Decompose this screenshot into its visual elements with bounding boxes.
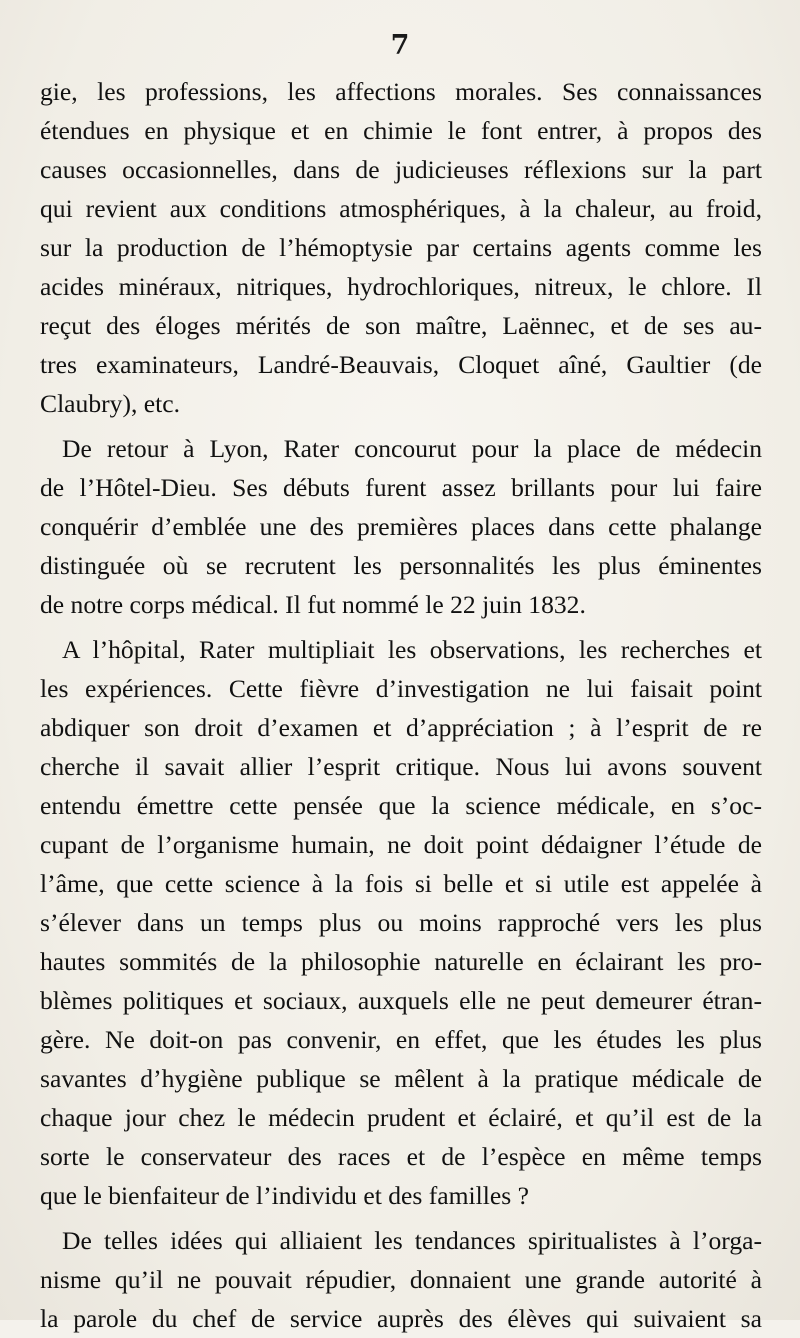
text-line: sorte le conservateur des races et de l’espèce en même temps <box>40 1142 762 1171</box>
text-line: blèmes politiques et sociaux, auxquels elle ne peut demeurer étran- <box>40 986 762 1015</box>
text-line: De retour à Lyon, Rater concourut pour la place de médecin <box>62 434 762 463</box>
text-line: gère. Ne doit-on pas convenir, en effet, que les études les plus <box>40 1025 762 1054</box>
text-line: savantes d’hygiène publique se mêlent à la pratique médicale de <box>40 1064 762 1093</box>
text-line: de notre corps médical. Il fut nommé le 22 juin 1832. <box>40 590 586 619</box>
text-line: de l’Hôtel-Dieu. Ses débuts furent assez brillants pour lui faire <box>40 473 762 502</box>
paragraph <box>40 1221 762 1338</box>
page-number: 7 <box>390 30 410 61</box>
text-line: qui revient aux conditions atmosphériques, à la chaleur, au froid, <box>40 194 762 223</box>
text-line: tres examinateurs, Landré-Beauvais, Cloquet aîné, Gaultier (de <box>40 350 762 379</box>
text-line: cherche il savait allier l’esprit critique. Nous lui avons souvent <box>40 752 762 781</box>
text-line: acides minéraux, nitriques, hydrochloriques, nitreux, le chlore. Il <box>40 272 762 301</box>
text-line: distinguée où se recrutent les personnalités les plus éminentes <box>40 551 762 580</box>
text-line: gie, les professions, les affections morales. Ses connaissances <box>40 77 762 106</box>
body-text <box>40 72 762 1338</box>
paragraph <box>40 630 762 1215</box>
text-line: l’âme, que cette science à la fois si belle et si utile est appelée à <box>40 869 762 898</box>
text-line: De telles idées qui alliaient les tendances spiritualistes à l’orga- <box>62 1226 762 1255</box>
text-line: hautes sommités de la philosophie naturelle en éclairant les pro- <box>40 947 762 976</box>
text-line: Claubry), etc. <box>40 389 181 418</box>
text-line: A l’hôpital, Rater multipliait les observations, les recherches et <box>62 635 762 664</box>
text-line: nisme qu’il ne pouvait répudier, donnaient une grande autorité à <box>40 1265 762 1294</box>
paragraph <box>40 72 762 423</box>
text-line: que le bienfaiteur de l’individu et des familles ? <box>40 1181 529 1210</box>
text-line: étendues en physique et en chimie le font entrer, à propos des <box>40 116 762 145</box>
text-line: sur la production de l’hémoptysie par certains agents comme les <box>40 233 762 262</box>
text-line: reçut des éloges mérités de son maître, Laënnec, et de ses au- <box>40 311 762 340</box>
text-line: la parole du chef de service auprès des élèves qui suivaient sa <box>40 1304 762 1333</box>
text-line: abdiquer son droit d’examen et d’appréciation ; à l’esprit de re <box>40 713 762 742</box>
text-line: conquérir d’emblée une des premières places dans cette phalange <box>40 512 762 541</box>
text-line: chaque jour chez le médecin prudent et éclairé, et qu’il est de la <box>40 1103 762 1132</box>
text-line: s’élever dans un temps plus ou moins rapproché vers les plus <box>40 908 762 937</box>
text-line: causes occasionnelles, dans de judicieuses réflexions sur la part <box>40 155 762 184</box>
text-line: cupant de l’organisme humain, ne doit point dédaigner l’étude de <box>40 830 762 859</box>
text-line: les expériences. Cette fièvre d’investigation ne lui faisait point <box>40 674 762 703</box>
text-line: entendu émettre cette pensée que la science médicale, en s’oc- <box>40 791 762 820</box>
paragraph <box>40 429 762 624</box>
